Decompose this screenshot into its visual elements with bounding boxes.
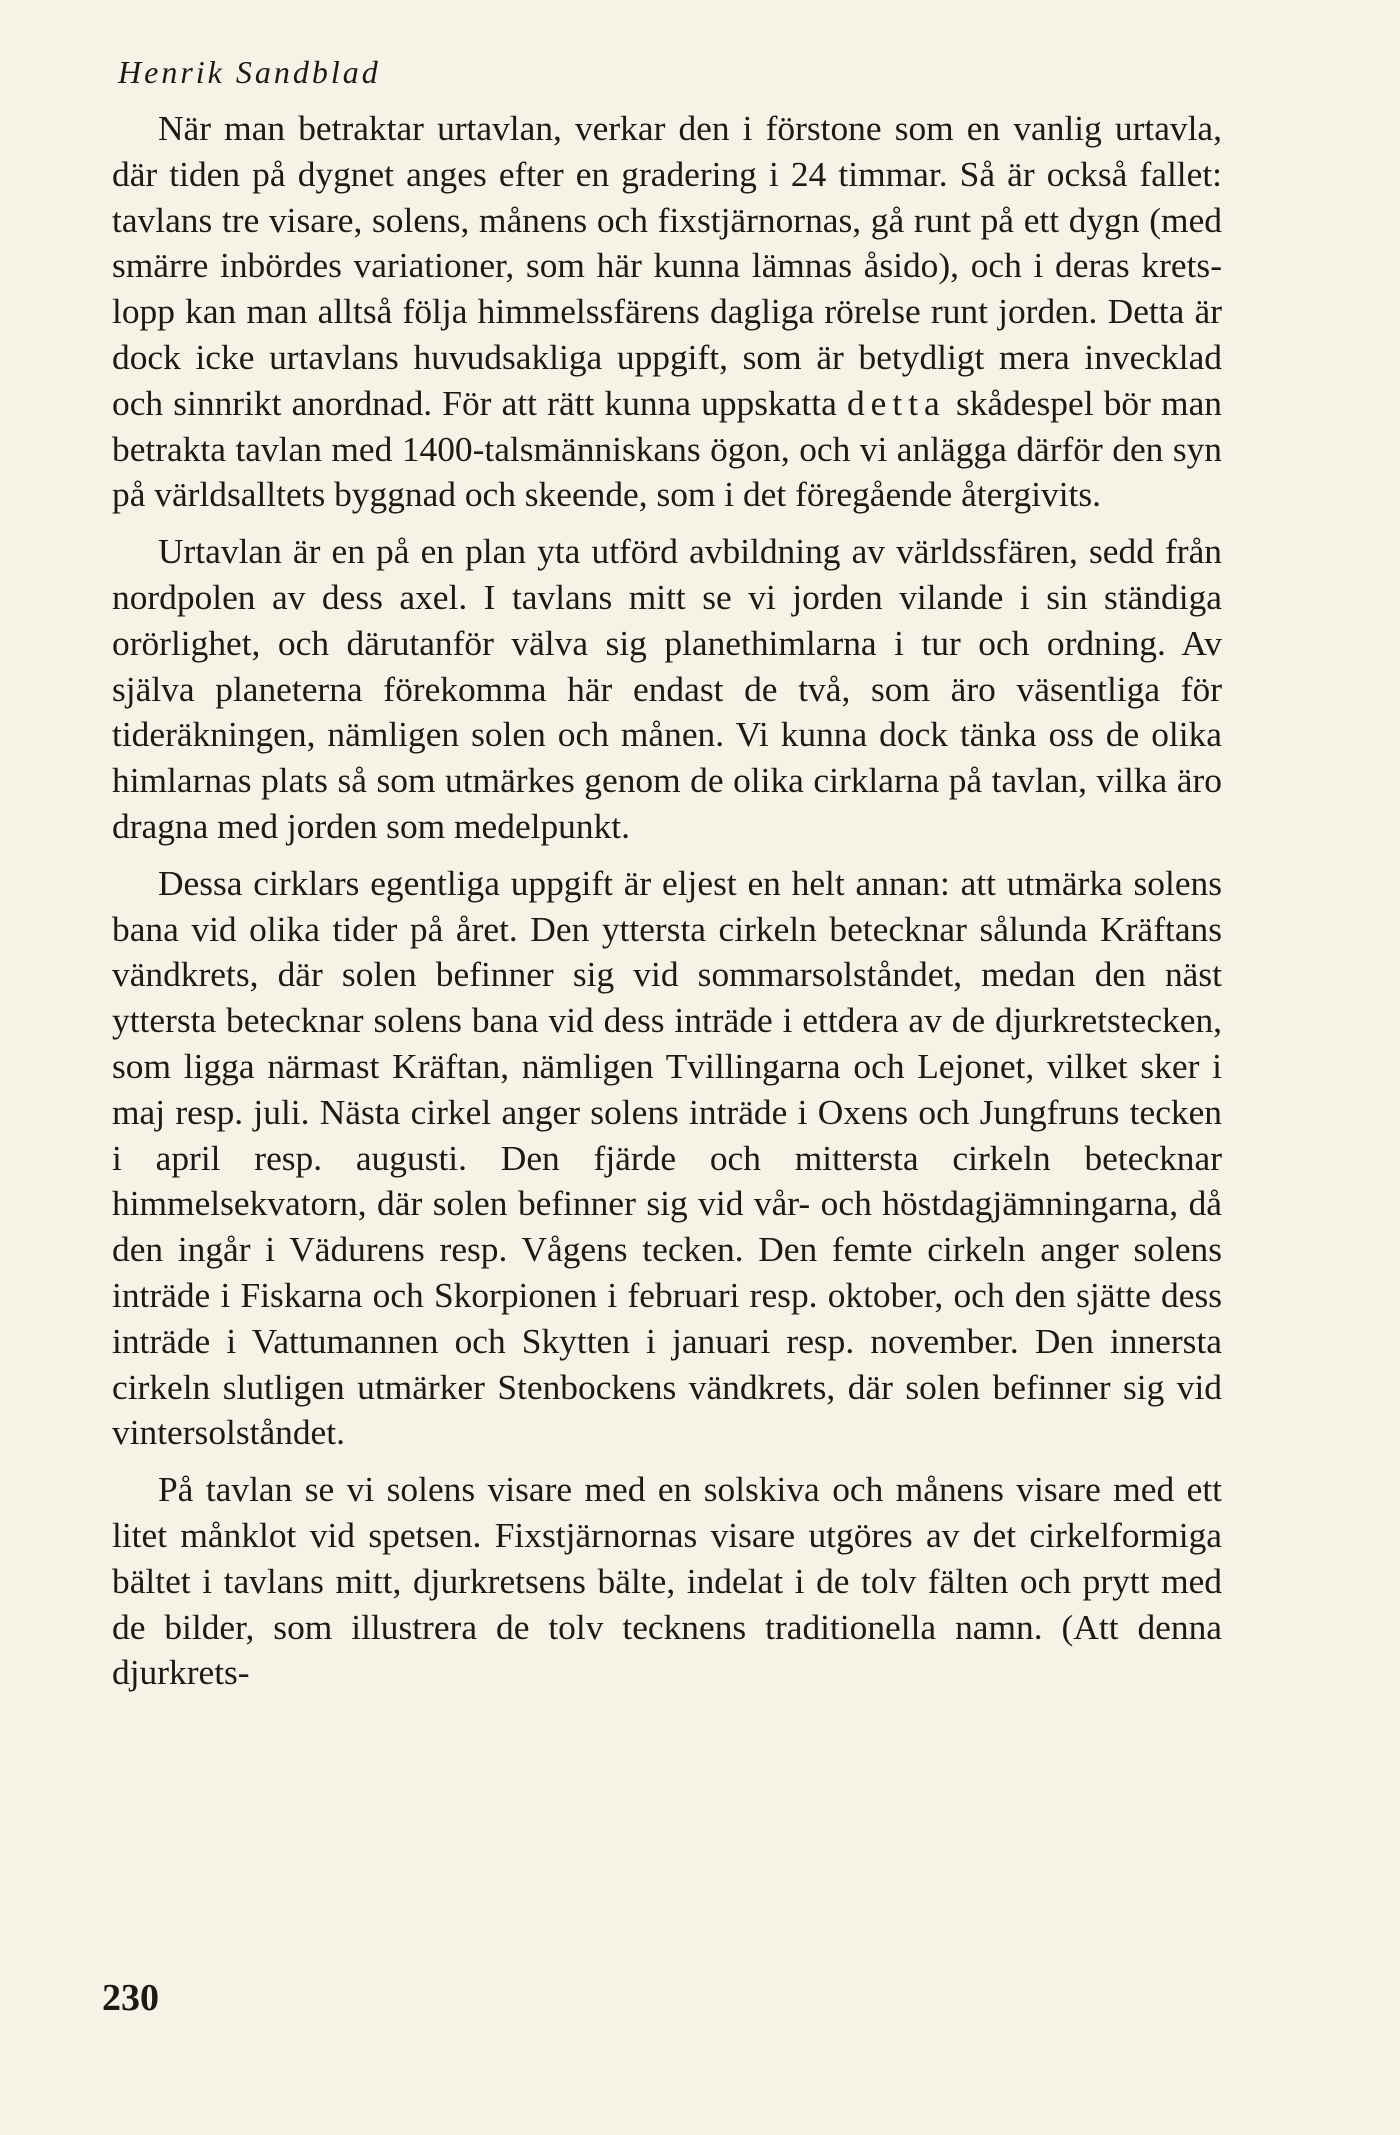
paragraph-1 (112, 106, 1222, 518)
paragraph-3: Dessa cirklars egentliga uppgift är eljest en helt annan: att utmärka solens bana vid olika tider på året. Den yttersta cirkeln betecknar sålunda Kräftans vändkrets, där solen befinner sig vid sommarsolståndet, medan den näst yttersta betecknar solens bana vid dess inträde i ettdera av de djurkretstecken, som ligga närmast Kräftan, nämligen Tvillingarna och Lejonet, vilket sker i maj resp. juli. Nästa cirkel anger solens inträde i Oxens och Jungfruns tecken i april resp. augusti. Den fjärde och mittersta cirkeln betecknar himmelsekvatorn, där solen befinner sig vid vår- och höstdagjämningarna, då den ingår i Vädurens resp. Vågens tecken. Den femte cirkeln anger solens inträde i Fiskarna och Skorpionen i februari resp. oktober, och den sjätte dess inträde i Vattumannen och Skytten i januari resp. november. Den innersta cirkeln slutligen utmärker Stenbockens vändkrets, där solen befinner sig vid vintersolståndet. (112, 862, 1222, 1453)
body-text (112, 106, 1222, 1696)
running-head: Henrik Sandblad (118, 54, 381, 90)
paragraph-1-part-1: När man betraktar urtavlan, verkar den i förstone som en vanlig urtavla, där tiden på dygnet anges efter en gradering i 24 timmar. Så är också fallet: tavlans tre visare, solens, månens och fixstjärnornas, gå runt på ett dygn (med smärre inbördes variationer, som här kunna lämnas åsido), och i deras kretslopp kan man alltså följa himmelssfärens dagliga rörelse runt jorden. Detta är dock icke urtavlans huvudsakliga uppgift, som är betydligt mera invecklad och sinnrikt anordnad. För att rätt kunna uppskatta (112, 108, 1222, 423)
paragraph-2: Urtavlan är en på en plan yta utförd avbildning av världssfären, sedd från nordpolen av dess axel. I tavlans mitt se vi jorden vilande i sin ständiga orörlighet, och därutanför välva sig planethimlarna i tur och ordning. Av själva planeterna förekomma här endast de två, som äro väsentliga för tideräkningen, nämligen solen och månen. Vi kunna dock tänka oss de olika himlarnas plats så som utmärkes genom de olika cirklarna på tavlan, vilka äro dragna med jorden som medelpunkt. (112, 531, 1222, 846)
emphasized-word: detta (846, 382, 946, 423)
paragraph-4: På tavlan se vi solens visare med en solskiva och månens visare med ett litet månklot vid spetsen. Fixstjärnornas visare utgöres av det cirkelformiga bältet i tavlans mitt, djurkretsens bälte, indelat i de tolv fälten och prytt med de bilder, som illustrera de tolv tecknens traditionella namn. (Att denna djurkrets- (112, 1469, 1222, 1693)
book-page (112, 50, 1222, 2110)
page-number: 230 (102, 1977, 159, 2019)
paragraph-1-part-2: skådespel bör man betrakta tavlan med 1400-talsmänniskans ögon, och vi anlägga därför den syn på världsalltets byggnad och skeende, som i det föregående återgivits. (112, 382, 1222, 515)
